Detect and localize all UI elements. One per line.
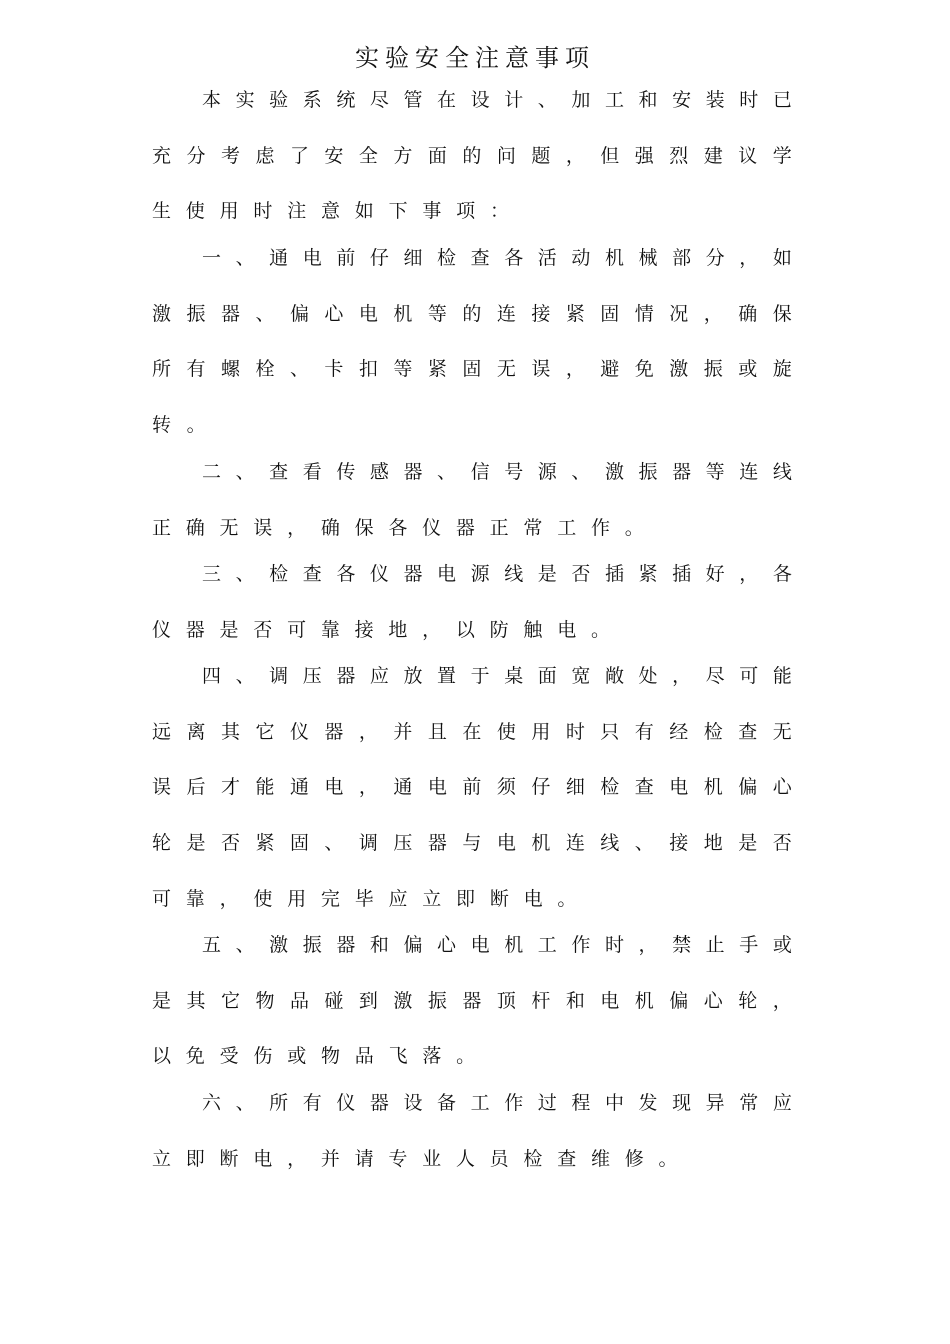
text-line: 转 。 bbox=[152, 414, 206, 437]
text-line: 误 后 才 能 通 电 ， 通 电 前 须 仔 细 检 查 电 机 偏 心 bbox=[152, 776, 792, 799]
text-line: 正 确 无 误 ， 确 保 各 仪 器 正 常 工 作 。 bbox=[152, 516, 644, 539]
text-line: 充 分 考 虑 了 安 全 方 面 的 问 题 ， 但 强 烈 建 议 学 bbox=[152, 144, 792, 167]
text-line: 六 、 所 有 仪 器 设 备 工 作 过 程 中 发 现 异 常 应 bbox=[202, 1092, 792, 1114]
text-line: 立 即 断 电 ， 并 请 专 业 人 员 检 查 维 修 。 bbox=[152, 1147, 678, 1170]
text-line: 所 有 螺 栓 、 卡 扣 等 紧 固 无 误 ， 避 免 激 振 或 旋 bbox=[152, 358, 792, 381]
text-line: 可 靠 ， 使 用 完 毕 应 立 即 断 电 。 bbox=[152, 887, 577, 910]
text-line: 生 使 用 时 注 意 如 下 事 项 ： bbox=[152, 200, 509, 223]
text-line: 一 、 通 电 前 仔 细 检 查 各 活 动 机 械 部 分 ， 如 bbox=[202, 247, 792, 269]
text-line: 三 、 检 查 各 仪 器 电 源 线 是 否 插 紧 插 好 ， 各 bbox=[202, 563, 792, 585]
text-line: 五 、 激 振 器 和 偏 心 电 机 工 作 时 ， 禁 止 手 或 bbox=[202, 934, 792, 956]
text-line: 仪 器 是 否 可 靠 接 地 ， 以 防 触 电 。 bbox=[152, 618, 610, 641]
text-line: 激 振 器 、 偏 心 电 机 等 的 连 接 紧 固 情 况 ， 确 保 bbox=[152, 302, 792, 325]
text-line: 四 、 调 压 器 应 放 置 于 桌 面 宽 敞 处 ， 尽 可 能 bbox=[202, 665, 792, 687]
text-line: 以 免 受 伤 或 物 品 飞 落 。 bbox=[152, 1045, 476, 1068]
text-line: 轮 是 否 紧 固 、 调 压 器 与 电 机 连 线 、 接 地 是 否 bbox=[152, 832, 792, 855]
text-line: 本 实 验 系 统 尽 管 在 设 计 、 加 工 和 安 装 时 已 bbox=[202, 89, 792, 111]
text-line: 二 、 查 看 传 感 器 、 信 号 源 、 激 振 器 等 连 线 bbox=[202, 461, 792, 483]
text-line: 是 其 它 物 品 碰 到 激 振 器 顶 杆 和 电 机 偏 心 轮 ， bbox=[152, 989, 792, 1012]
text-line: 远 离 其 它 仪 器 ， 并 且 在 使 用 时 只 有 经 检 查 无 bbox=[152, 720, 792, 743]
page-title: 实验安全注意事项 bbox=[355, 44, 595, 72]
